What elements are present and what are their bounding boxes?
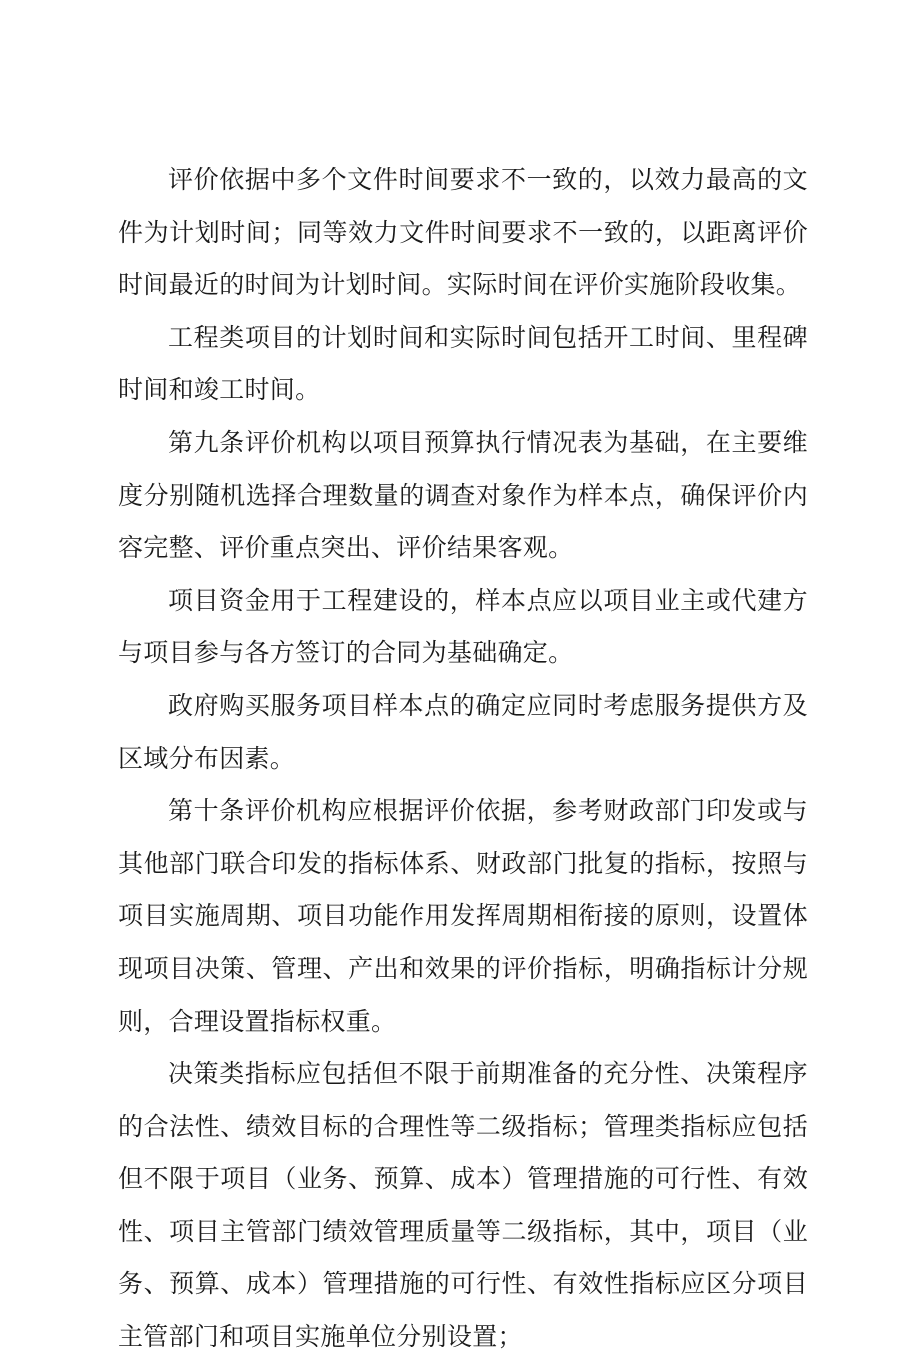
paragraph-service-sample: 政府购买服务项目样本点的确定应同时考虑服务提供方及区域分布因素。 — [118, 690, 808, 773]
paragraph-engineering-sample: 项目资金用于工程建设的，样本点应以项目业主或代建方与项目参与各方签订的合同为基础确定。 — [118, 585, 808, 668]
paragraph-engineering-time: 工程类项目的计划时间和实际时间包括开工时间、里程碑时间和竣工时间。 — [118, 322, 808, 405]
paragraph-article-10: 第十条评价机构应根据评价依据，参考财政部门印发或与其他部门联合印发的指标体系、财政部门批复的指标，按照与项目实施周期、项目功能作用发挥周期相衔接的原则，设置体现项目决策、管理、产出和效果的评价指标，明确指标计分规则，合理设置指标权重。 — [118, 796, 808, 1036]
paragraph-plan-time-rule: 评价依据中多个文件时间要求不一致的，以效力最高的文件为计划时间；同等效力文件时间要求不一致的，以距离评价时间最近的时间为计划时间。实际时间在评价实施阶段收集。 — [118, 165, 808, 300]
paragraph-article-9: 第九条评价机构以项目预算执行情况表为基础，在主要维度分别随机选择合理数量的调查对象作为样本点，确保评价内容完整、评价重点突出、评价结果客观。 — [118, 427, 808, 563]
document-body — [118, 154, 808, 1364]
paragraph-indicator-types: 决策类指标应包括但不限于前期准备的充分性、决策程序的合法性、绩效目标的合理性等二级指标；管理类指标应包括但不限于项目（业务、预算、成本）管理措施的可行性、有效性、项目主管部门绩效管理质量等二级指标，其中，项目（业务、预算、成本）管理措施的可行性、有效性指标应区分项目主管部门和项目实施单位分别设置； — [118, 1059, 808, 1352]
